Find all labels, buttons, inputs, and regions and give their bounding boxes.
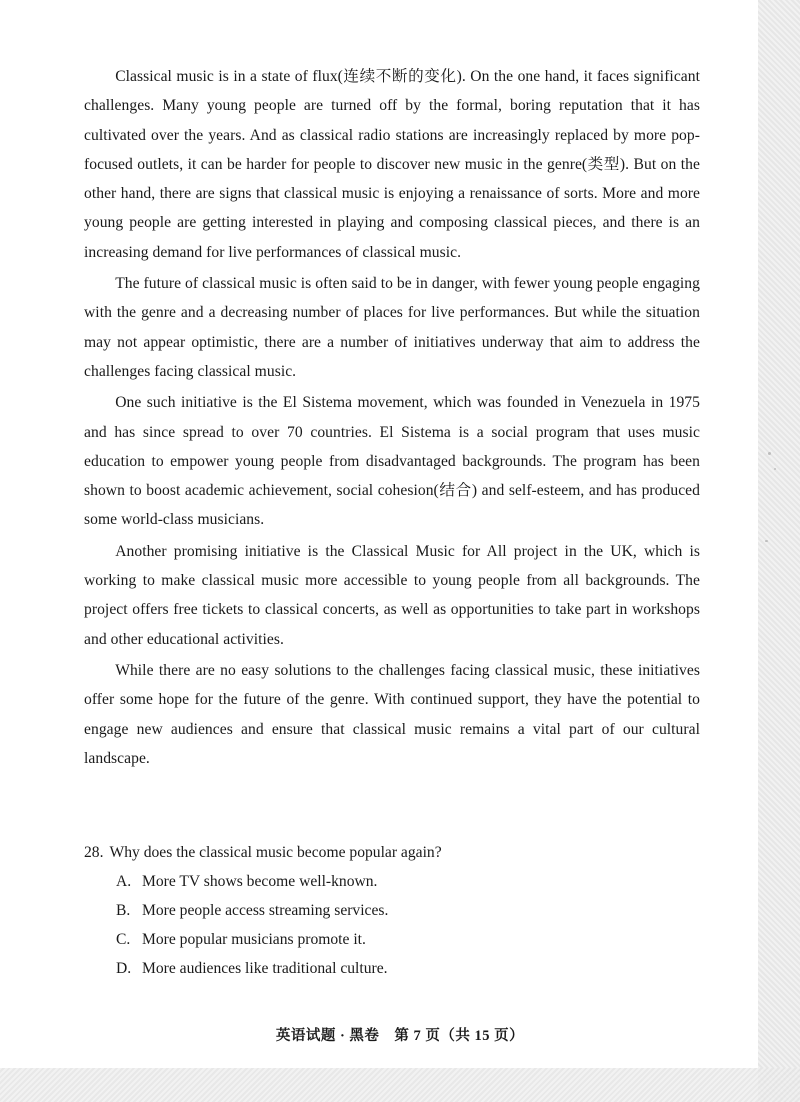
page-footer: 英语试题 · 黑卷 第 7 页（共 15 页）	[275, 1028, 525, 1044]
scan-speck	[765, 540, 768, 542]
option-b[interactable]	[116, 896, 700, 925]
question-28	[84, 838, 700, 983]
option-c[interactable]	[116, 925, 700, 954]
passage-paragraph-2: The future of classical music is often said to be in danger, with fewer young people engaging with the genre and a decreasing number of places for live performances. But while the situation may not appear optimistic, there are a number of initiatives underway that aim to address the challenges facing classical music.	[84, 275, 700, 380]
scan-border-bottom	[0, 1068, 800, 1102]
passage-paragraph-4: Another promising initiative is the Classical Music for All project in the UK, which is working to make classical music more accessible to young people from all backgrounds. The project offers free tickets to classical concerts, as well as opportunities to take part in workshops and other educational activities.	[84, 542, 700, 648]
option-text: More people access streaming services.	[142, 902, 389, 919]
option-text: More TV shows become well-known.	[142, 873, 378, 890]
scan-speck	[774, 468, 776, 470]
option-letter: D.	[116, 960, 132, 977]
scan-speck	[768, 452, 771, 455]
scan-border-right	[758, 0, 800, 1102]
option-letter: A.	[116, 873, 132, 890]
question-stem-line	[84, 838, 700, 867]
option-letter: C.	[116, 931, 131, 948]
reading-passage	[84, 62, 700, 775]
option-text: More audiences like traditional culture.	[142, 960, 388, 977]
option-text: More popular musicians promote it.	[142, 931, 366, 948]
option-letter: B.	[116, 902, 131, 919]
passage-paragraph-3: One such initiative is the El Sistema movement, which was founded in Venezuela in 1975 and has since spread to over 70 countries. El Sistema is a social program that uses music education to empower young people from disadvantaged backgrounds. The program has been shown to boost academic achievement, social cohesion(结合) and self-esteem, and has produced some world-class musicians.	[84, 394, 700, 529]
question-number: 28.	[84, 844, 104, 861]
passage-paragraph-5: While there are no easy solutions to the challenges facing classical music, these initiatives offer some hope for the future of the genre. With continued support, they have the potential to engage new audiences and ensure that classical music remains a vital part of our cultural landscape.	[84, 661, 700, 767]
question-stem: Why does the classical music become popular again?	[109, 844, 442, 861]
option-d[interactable]	[116, 954, 700, 983]
option-a[interactable]	[116, 867, 700, 896]
passage-paragraph-1: Classical music is in a state of flux(连续不断的变化). On the one hand, it faces significant challenges. Many young people are turned off by the formal, boring reputation that it has cultivated over the years. And as classical radio stations are increasingly replaced by more pop-focused outlets, it can be harder for people to discover new music in the genre(类型). But on the other hand, there are signs that classical music is enjoying a renaissance of sorts. More and more young people are getting interested in playing and composing classical pieces, and there is an increasing demand for live performances of classical music.	[84, 68, 700, 261]
